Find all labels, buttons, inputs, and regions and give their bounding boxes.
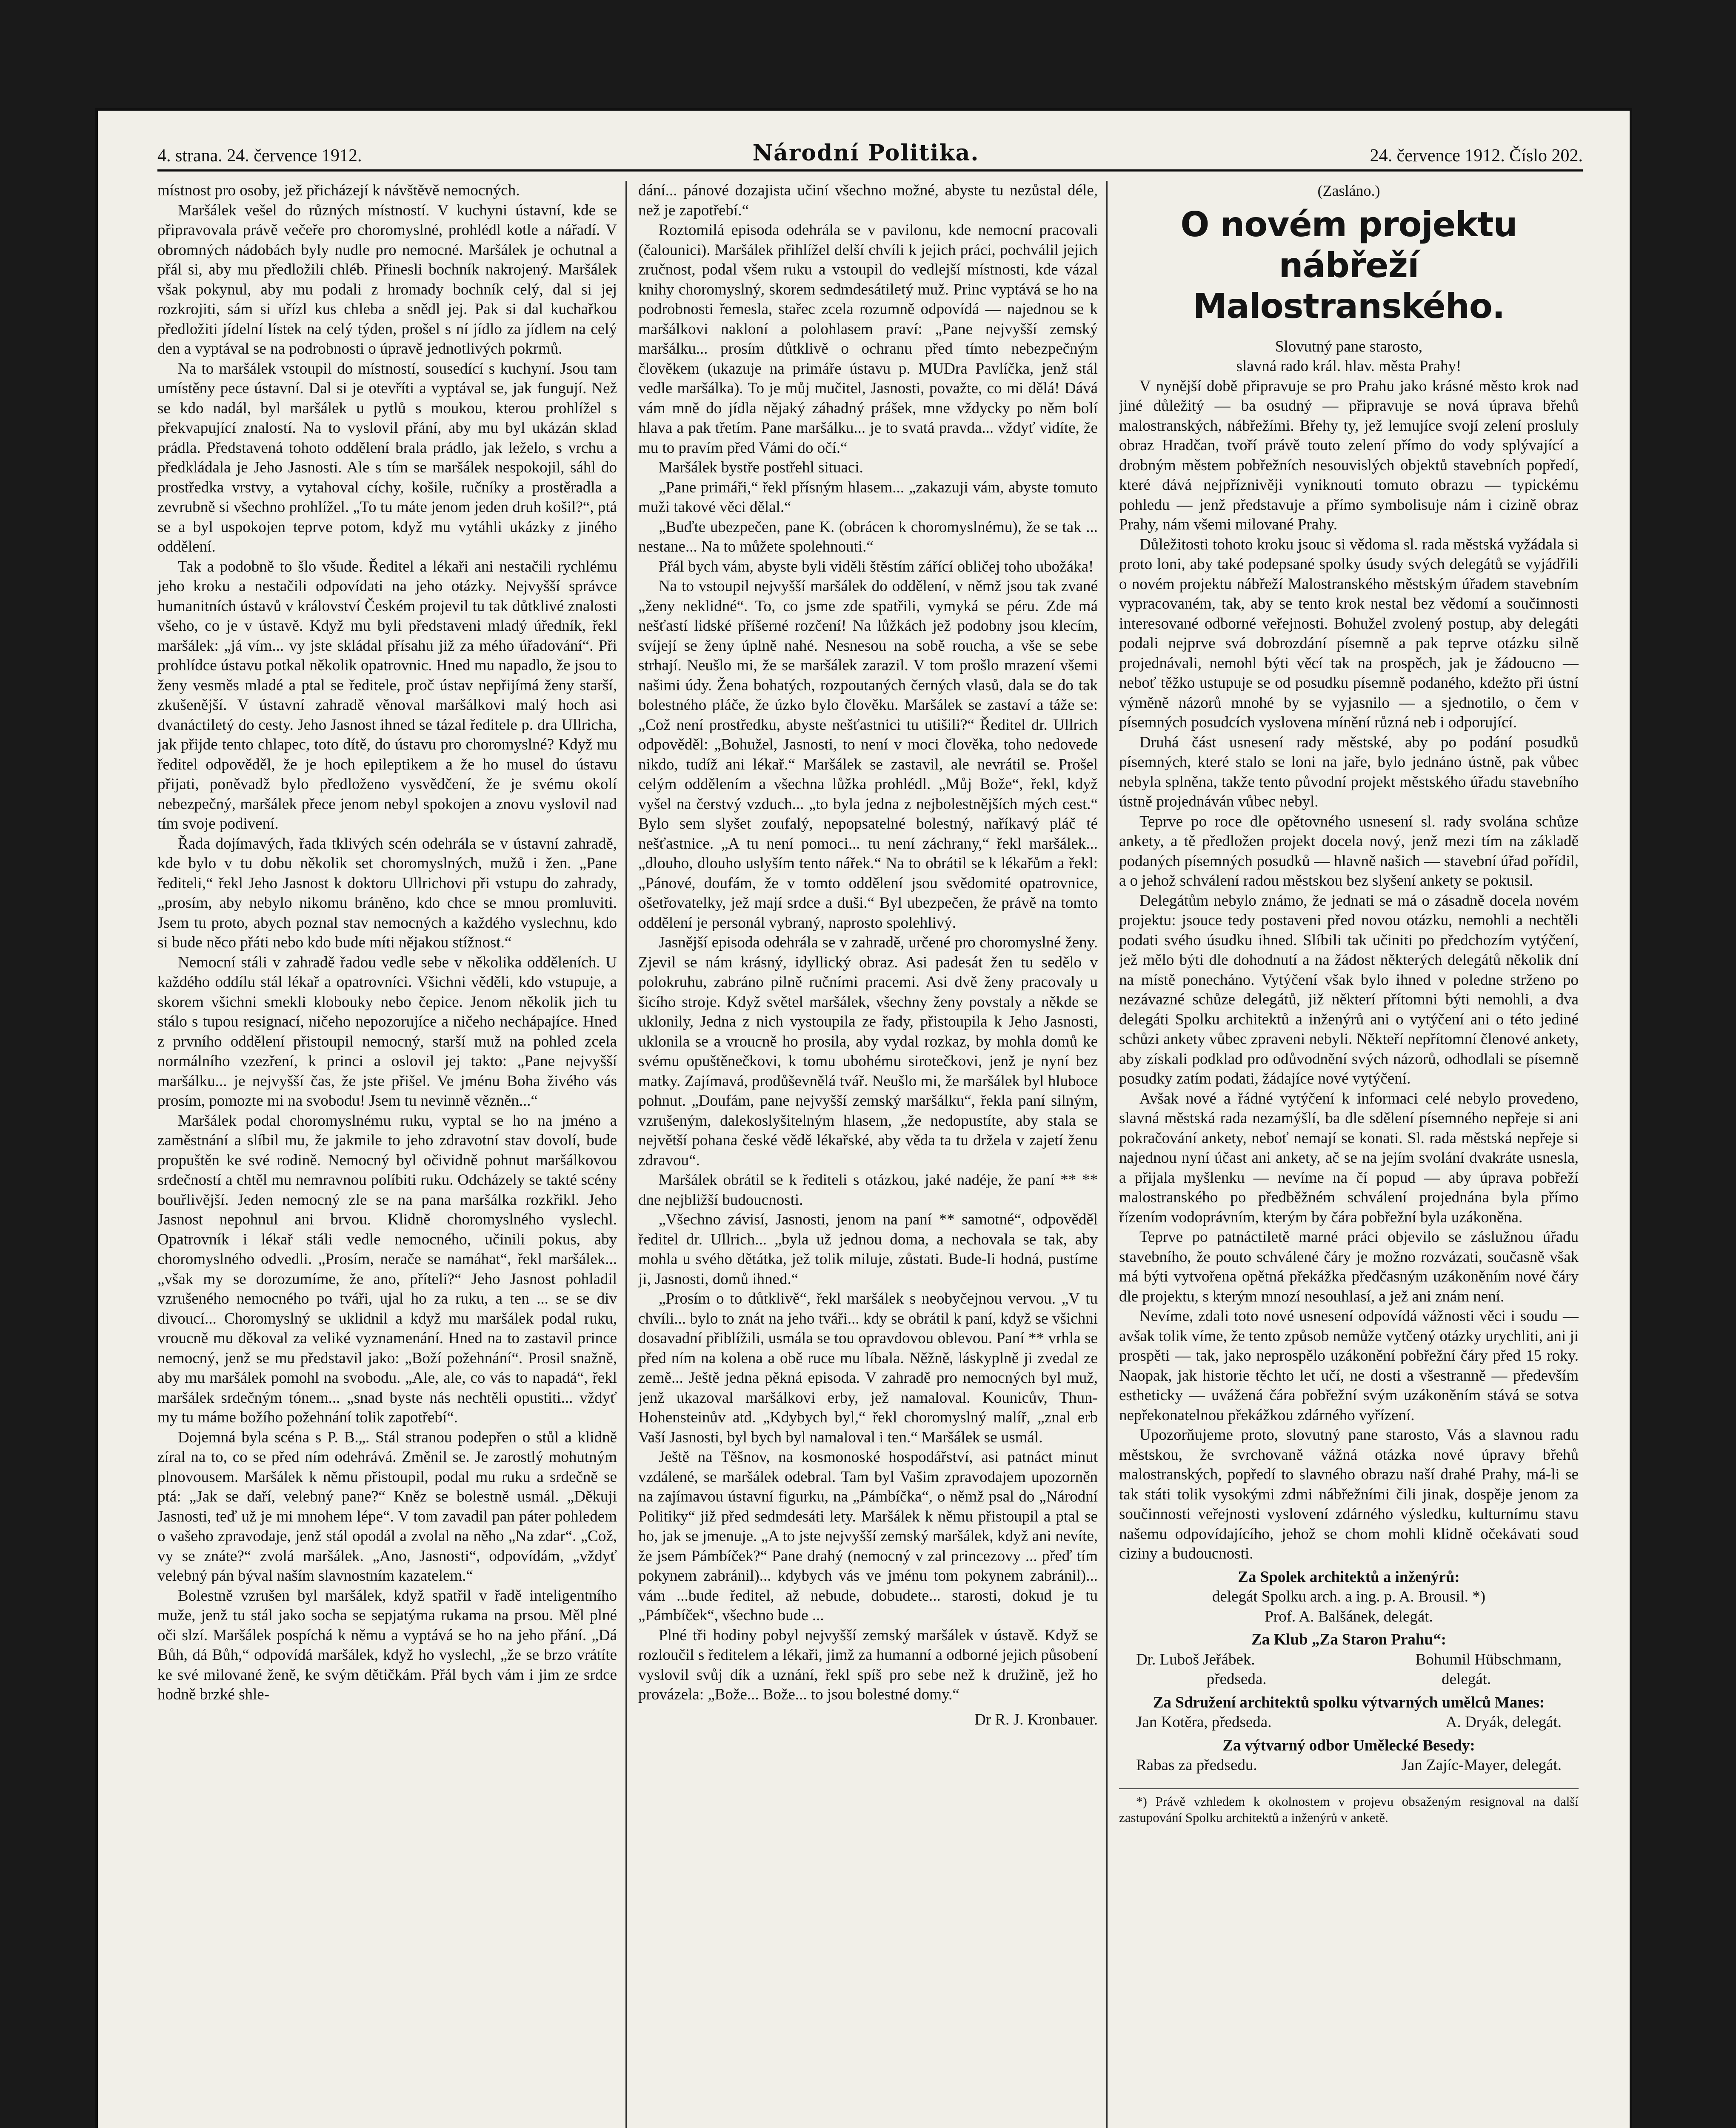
paragraph: Na to maršálek vstoupil do místností, sousedící s kuchyní. Jsou tam umístěny pece ústavní. Dal si je otevříti a vyptával se, jak fungují. Než se kdo nadál, byl maršálek u pytlů s moukou, kterou prohlížel s překvapující znalostí. Na to vyslovil přání, aby mu byl ukázán sklad prádla. Představená tohoto oddělení brala prádlo, jak leželo, s vrchu a předkládala je Jeho Jasnosti. Ale s tím se maršálek nespokojil, sáhl do prostředka vrstvy, a vytahoval cíchy, košile, ručníky a prostěradla a zevrubně si všechno prohlížel. „To tu máte jenom jeden druh košil?“, ptá se a byl uspokojen teprve potom, když mu vytáhli ukázky z jiného oddělení. <box>157 360 617 555</box>
signature-group-head: Za Klub „Za Staron Prahu“: <box>1251 1631 1446 1648</box>
paragraph: Maršálek obrátil se k řediteli s otázkou, jaké nadéje, že paní ** ** dne nejbližší budoucnosti. <box>638 1171 1098 1209</box>
signature-group <box>1119 1630 1579 1690</box>
zaslano-label: (Zasláno.) <box>1317 182 1380 199</box>
signature-line <box>1119 1756 1579 1776</box>
column-2 <box>638 181 1098 2128</box>
signature-line <box>1119 1713 1579 1733</box>
signatory-role: předseda. <box>1206 1670 1267 1688</box>
paragraph: Maršálek podal choromyslnému ruku, vyptal se ho na jméno a zaměstnání a slíbil mu, že jakmile to jeho zdravotní stav dovolí, bude propuštěn ke své rodině. Nemocný byl očividně pohnut maršálkovou srdečností a chtěl mu nemravnou políbiti ruku. Odcházely se takté scény bouřlivější. Jeden nemocný zle se na pana maršálka rozkřikl. Jeho Jasnost nepohnul ani brvou. Klidně choromyslného vyslechl. Opatrovník i lékař stáli vedle nemocného, učinili pokus, aby choromyslného odvedli. „Prosím, nerače se namáhat“, řekl maršálek... „však my se dorozumíme, že ano, příteli?“ Jeho Jasnost pohladil vzrušeného nemocného po tváři, ujal ho za ruku, a ten ... se se div divoucí... Choromyslný se uklidnil a když mu maršálek podal ruku, vroucně mu děkoval za veliké vyznamenání. Hned na to zastavil prince nemocný, jenž se mu představil jako: „Boží požehnání“. Prosil snažně, aby mu maršálek pomohl na svobodu. „Ale, ale, co vás to napadá“, řekl maršálek srdečným tónem... „snad byste nás nechtěli opustiti... vždyť my tu máme božího požehnání tolik zapotřebí“. <box>157 1112 617 1426</box>
signature-group <box>1119 1693 1579 1733</box>
signature-group-head: Za Sdružení architektů spolku výtvarných umělců Manes: <box>1153 1693 1545 1711</box>
paragraph: Druhá část usnesení rady městské, aby po podání posudků písemných, které stalo se loni na jaře, bylo jednáno ústně, pak vůbec nebyla splněna, takže tento původní projekt městského úřadu stavebního ústně projednáván vůbec nebyl. <box>1119 733 1579 810</box>
paragraph: Dojemná byla scéna s P. B.„. Stál stranou podepřen o stůl a klidně zíral na to, co se před ním odehrává. Změnil se. Je zarostlý mohutným plnovousem. Maršálek k němu přistoupil, podal mu ruku a srdečně se ptá: „Jak se daří, velebný pane?“ Kněz se bolestně usmál. „Děkuji Jasnosti, teď už je mi mnohem lépe“. V tom zavadil pan páter pohledem o vašeho zpravodaje, jenž stál opodál a zvolal na něho „Na zdar“. „Což, vy se znáte?“ zvolá maršálek. „Ano, Jasnosti“, odpovídám, „vždyť velebný pán býval naším slavnostním kazatelem.“ <box>157 1428 617 1585</box>
newspaper-page <box>98 111 1630 2128</box>
signatory-name: Jan Zajíc-Mayer, delegát. <box>1401 1756 1562 1774</box>
paragraph: Jasnější episoda odehrála se v zahradě, určené pro choromyslné ženy. Zjevil se nám krásný, idyllický obraz. Asi padesát žen tu sedělo v polokruhu, zabráno pilně ručními pracemi. Asi dvě ženy pracovaly u šicího stroje. Když světel maršálek, všechny ženy povstaly a někde se uklonily, Jedna z nich vystoupila ze řady, přistoupila k Jeho Jasnosti, uklonila se a vroucně ho prosila, aby vydal rozkaz, by mohla domů ke svému opuštěnečkovi, k tomu ubohému sirotečkovi, jenž je nyní bez matky. Zajímavá, prodůševnělá tvář. Neušlo mi, že maršálek byl hluboce pohnut. „Doufám, pane nejvyšší zemský maršálku“, řekla paní silným, vzrušeným, dalekoslyšitelným hlasem, „že nedopustíte, aby stala se největší pohana české vědě lékařské, aby věda ta tu držela v zajetí ženu zdravou“. <box>638 934 1098 1169</box>
paragraph: Přál bych vám, abyste byli viděli štěstím zářící obličej toho ubožáka! <box>659 558 1094 575</box>
signatory-name: Rabas za předsedu. <box>1136 1756 1257 1774</box>
paragraph: Maršálek vešel do různých místností. V kuchyni ústavní, kde se připravovala právě večeře pro choromyslné, prohlédl kotle a nářadí. V obromných nádobách byly nudle pro nemocné. Maršálek je ochutnal a přál si, aby mu předložili chléb. Přinesli bochník nakrojený. Maršálek však pokynul, aby mu podali z hromady bochník celý, dal si jej rozkrojiti, sám si uřízl kus chleba a snědl jej. Pak si dal kuchařkou předložiti jídelní lístek na celý týden, prošel s ní jídlo za jídlem na celý den a vyptával se na podrobnosti o úpravě jednotlivých pokrmů. <box>157 201 617 358</box>
paragraph: „Všechno závisí, Jasnosti, jenom na paní ** samotné“, odpověděl ředitel dr. Ullrich... „byla už jednou doma, a nechovala se tak, aby mohla u svého dětátka, jež tolik miluje, zůstati. Bude-li hodná, pustíme ji, Jasnosti, domů ihned.“ <box>638 1211 1098 1288</box>
footnote: *) Právě vzhledem k okolnostem v projevu obsaženým resignoval na další zastupování Spolku architektů a inženýrů v anketě. <box>1119 1788 1579 1826</box>
column-divider <box>1106 181 1108 2128</box>
salutation: Slovutný pane starosto, <box>1275 338 1423 355</box>
paragraph: „Buďte ubezpečen, pane K. (obrácen k choromyslnému), že se tak ... nestane... Na to můžete spolehnouti.“ <box>638 518 1098 555</box>
article-headline: O novém projektu nábřeží Malostranského. <box>1180 204 1517 326</box>
column-3 <box>1119 181 1579 2128</box>
column-divider <box>625 181 627 2128</box>
paragraph: „Pane primáři,“ řekl přísným hlasem... „zakazuji vám, abyste tomuto muži takové věci dělal.“ <box>638 478 1098 516</box>
signature-line: delegát Spolku arch. a ing. p. A. Brousil. *) <box>1212 1588 1486 1605</box>
article-signature: Dr R. J. Kronbauer. <box>974 1710 1098 1728</box>
paragraph: Teprve po roce dle opětovného usnesení sl. rady svolána schůze ankety, a tě předložen projekt docela nový, jenž mezi tím na základě podaných písemných posudků — hlavně našich — stavební úřad pořídil, a o jehož schválení radou městskou bez slyšení ankety se pokusil. <box>1119 812 1579 890</box>
header-issue-number: 24. července 1912. Číslo 202. <box>1370 146 1583 166</box>
paragraph: Plné tři hodiny pobyl nejvyšší zemský maršálek v ústavě. Když se rozloučil s ředitelem a lékaři, jimž za humanní a odborné jejich působení vyslovil svůj dík a uznání, řekl spíš pro sebe než k družině, jež ho provázela: „Bože... Bože... to jsou bolestné domy.“ <box>638 1626 1098 1703</box>
signatory-name: A. Dryák, delegát. <box>1445 1713 1562 1731</box>
paragraph: Upozorňujeme proto, slovutný pane starosto, Vás a slavnou radu městskou, že svrchovaně vážná otázka nové úpravy břehů malostranských, popředí to slavného obrazu naší drahé Prahy, má-li se tak státi tolik vysokými zdmi nábřežními čili jinak, dospěje jenom za součinnosti veřejnosti vyslovení zdárného výsledku, kulturnímu stavu našemu odpovídajícího, jehož se chom mohli klidně očekávati soud ciziny a budoucnosti. <box>1119 1426 1579 1562</box>
signature-line <box>1119 1650 1579 1670</box>
signatory-role: delegát. <box>1442 1670 1491 1688</box>
signatory-name: Bohumil Hübschmann, <box>1415 1650 1562 1668</box>
paragraph: Důležitosti tohoto kroku jsouc si vědoma sl. rada městská vyžádala si proto loni, aby také podepsané spolky úsudy svých delegátů se vyjádřili o novém projektu nábřeží Malostranského městským úřadem stavebním vypracovaném, tak, aby se tento krok nestal bez vědomí a součinnosti interesované odborné veřejnosti. Bohužel zvolený postup, aby delegáti podali nejprve svá dobrozdání písemně a pak teprve otázku silně projednávali, nemohl býti věcí tak na prospěch, jak je žádoucno — neboť těžko ustupuje se od posudku písemně podaného, kdežto při ústní výměně názorů mnohé by se vyjasnilo — a sjednotilo, o čem v písemných posudcích vyslovena mínění různá neb i odporující. <box>1119 535 1579 731</box>
paragraph: dání... pánové dozajista učiní všechno možné, abyste tu nezůstal déle, než je zapotřebí.“ <box>638 182 1098 219</box>
signature-group <box>1119 1567 1579 1627</box>
paragraph: Delegátům nebylo známo, že jednati se má o zásadně docela novém projektu: jsouce tedy postaveni před novou otázku, nemohli a nechtěli podati svého úsudku ihned. Slíbili tak učiniti po předchozím vytýčení, jež mělo býti dle dohodnutí a na žádost některých delegátů několik dní na místě ponecháno. Vytýčení však bylo ihned v poledne strženo po nezávazné schůze delegátů, již některí přítomni býti nemohli, a dva delegáti Spolku architektů a inženýrů ani o vytýčení ani o této jediné schůzi ankety vůbec zpraveni nebyli. Někteří nepřítomní členové ankety, aby získali podklad pro odůvodnění svých názorů, odhodlali se písemně posudky zatím podati, žádajíce nové vytýčení. <box>1119 892 1579 1087</box>
paragraph: místnost pro osoby, jež přicházejí k návštěvě nemocných. <box>157 182 520 199</box>
paragraph: V nynější době připravuje se pro Prahu jako krásné město krok nad jiné důležitý — ba osudný — připravuje se nová úprava břehů malostranských, nábřežími. Břehy ty, jež lemujíce svojí zelení prosluly obraz Hradčan, tvoří právě touto zelení přímo do vody splývající a drobným městem pobřežních nesouvislých objektů stavebních popředí, které dává nejpříznivěji vyniknouti tomuto obrazu — typickému pohledu — jenž představuje a přímo symbolisuje nám i cizině obraz Prahy, nám všemi milované Prahy. <box>1119 377 1579 533</box>
salutation: slavná rado král. hlav. města Prahy! <box>1236 358 1462 375</box>
paragraph: Bolestně vzrušen byl maršálek, když spatřil v řadě inteligentního muže, jenž tu stál jako socha se sepjatýma rukama na prsou. Měl plné oči slzí. Maršálek pospíchá k němu a vyptává se ho na jeho přání. „Dá Bůh, dá Bůh,“ odpovídá maršálek, když ho vyslechl, „že se brzo vrátíte ke své milované ženě, ke svým dětičkám. Přál bych vám i jim ze srdce hodně brzké shle- <box>157 1587 617 1703</box>
signatory-name: Jan Kotěra, předseda. <box>1136 1713 1272 1731</box>
header-rule <box>157 169 1583 172</box>
paragraph: Tak a podobně to šlo všude. Ředitel a lékaři ani nestačili rychlému jeho kroku a nestačili odpovídati na jeho otázky. Nejvyšší správce humanitních ústavů v království Českém projevil tu tak důtklivé znalosti všeho, co je v ústavě. Když mu byli představeni mladý úředník, řekl maršálek: „já vím... vy jste skládal přísahu již za mého úřadování“. Při prohlídce ústavu potkal několik opatrovnic. Hned mu napadlo, že jsou to ženy vesměs mladé a ptal se ředitele, proč ústav nepřijímá ženy starší, zkušenější. V ústavní zahradě věnoval maršálkovi malý hoch asi dvanáctiletý do cesty. Jeho Jasnost ihned se tázal ředitele p. dra Ullricha, jak přijde tento chlapec, toto dítě, do ústavu pro choromyslné? Když mu ředitel odpověděl, že je hoch epileptikem a že ho musel do ústavu přijati, poněvadž bylo předloženo vysvědčení, že je svému okolí nebezpečný, maršálek přece jenom nebyl spokojen a znovu vyslovil nad tím svoje podivení. <box>157 558 617 832</box>
page-header <box>157 119 1583 166</box>
paragraph: Maršálek bystře postřehl situaci. <box>659 459 863 476</box>
column-1 <box>157 181 617 2128</box>
signature-group <box>1119 1736 1579 1776</box>
signatory-name: Dr. Luboš Jeřábek. <box>1136 1650 1255 1668</box>
signature-group-head: Za výtvarný odbor Umělecké Besedy: <box>1222 1736 1475 1754</box>
paragraph: Avšak nové a řádné vytýčení k informaci celé nebylo provedeno, slavná městská rada nezamýšlí, ba dle sdělení písemného nepřeje si ani pokračování ankety, neboť nemají se konati. Sl. rada městská nepřeje si najednou nyní účast ani ankety, ač se na jejím svolání dvakráte usnesla, a přijala myšlenku — nevíme na čí popud — aby úprava pobřeží malostranského po předběžném schválení projednána byla přímo řízením vodoprávním, kterým by čára pobřežní byla uzákoněna. <box>1119 1090 1579 1226</box>
signature-group-head: Za Spolek architektů a inženýrů: <box>1238 1568 1460 1586</box>
paragraph: Ještě na Těšnov, na kosmonoské hospodářství, asi patnáct minut vzdálené, se maršálek odebral. Tam byl Vašim zpravodajem upozorněn na zajímavou ústavní figurku, na „Pámbíčka“, o němž psal do „Národní Politiky“ již před sedmdesáti lety. Maršálek k němu přistoupil a ptal se ho, jak se jmenuje. „A to jste nejvyšší zemský maršálek, když ani nevíte, že jsem Pámbíček?“ Pane drahý (nemocný v zal princezovy ... přeď tím pokynem zabránil)... kdybych vás ve jménu tom pokynem zabránil)... vám ...bude ředitel, až nebude, dobudete... starosti, dokud je tu „Pámbíček“, všechno bude ... <box>638 1448 1098 1624</box>
masthead: Národní Politika. <box>752 140 979 166</box>
paragraph: Řada dojímavých, řada tklivých scén odehrála se v ústavní zahradě, kde bylo v tu dobu několik set choromyslných, mužů i žen. „Pane řediteli,“ řekl Jeho Jasnost k doktoru Ullrichovi při vstupu do zahrady, „prosím, aby nebylo nikomu bráněno, kdo chce se mnou promluviti. Jsem tu proto, abych poznal stav nemocných a každého vyslechnu, kdo si bude něco přáti nebo kdo bude míti nějakou stížnost.“ <box>157 835 617 951</box>
header-page-date: 4. strana. 24. července 1912. <box>157 146 362 166</box>
paragraph: „Prosím o to důtklivě“, řekl maršálek s neobyčejnou vervou. „V tu chvíli... bylo to znát na jeho tváři... kdy se obrátil k paní, když se všichni dosavadní přiblížili, usmála se tou opravdovou oblevou. Paní ** vrhla se před ním na kolena a obě ruce mu líbala. Něžně, láskyplně ji zvedal ze země... Ještě jedna pěkná episoda. V zahradě pro nemocných byl muž, jenž ukazoval maršálkovi erby, jež namaloval. Kounicův, Thun-Hohensteinův atd. „Kdybych byl,“ řekl choromyslný malíř, „znal erb Vaší Jasnosti, byl bych byl namaloval i ten.“ Maršálek se usmál. <box>638 1290 1098 1446</box>
paragraph: Nemocní stáli v zahradě řadou vedle sebe v několika odděleních. U každého oddílu stál lékař a opatrovníci. Všichni věděli, kdo vstupuje, a skorem všichni smekli klobouky nebo čepice. Jenom několik jich tu stálo s tupou resignací, ničeho nepozorujíce a ničeho nechápajíce. Hned z prvního oddělení přistoupil nemocný, starší muž na pohled zcela normálního vzezření, k princi a oslovil jej takto: „Pane nejvyšší maršálku... je nejvyšší čas, že jste přišel. Ve jménu Boha živého vás prosím, pomozte mi na svobodu! Jsem tu nevinně vězněn...“ <box>157 953 617 1110</box>
paragraph: Nevíme, zdali toto nové usnesení odpovídá vážnosti věci i soudu — avšak tolik víme, že tento způsob nemůže vytčený otázky urychliti, ani ji prospěti — tak, jako neprospělo uzákonění pobřežní čáry před 15 roky. Naopak, jak historie těchto let učí, ne dosti a všestranně — především estheticky — uvážená čára pobřežní svým uzákoněním stává se sotva nepřekonatelnou překážkou zdárného vyřízení. <box>1119 1307 1579 1424</box>
signature-line: Prof. A. Balšánek, delegát. <box>1265 1607 1433 1625</box>
paragraph: Roztomilá episoda odehrála se v pavilonu, kde nemocní pracovali (čalounici). Maršálek přihlížel delší chvíli k jejich práci, pochválil jejich zručnost, podal všem ruku a vstoupil do vedlejší místnosti, kde vázal knihy choromyslný, skorem sedmdesátiletý muž. Princ vyptává se ho na podrobnosti řemesla, stařec zcela rozumně odpovídá — najednou se k maršálkovi nakloní a polohlasem praví: „Pane nejvyšší zemský maršálku... prosím důtklivě o ochranu před tímto nebezpečným člověkem (ukazuje na primáře ústavu p. MUDra Pavlíčka, jenž stál vedle maršálka). To je můj mučitel, Jasnosti, považte, co mi dělá! Dává vám mně do jídla nějaký záhadný prášek, mne vždycky po něm bolí hlava a pak třetím. Pane maršálku... je to svatá pravda... vždyť vidíte, že mu to pravím před Vámi do očí.“ <box>638 221 1098 457</box>
signature-line <box>1119 1670 1579 1690</box>
paragraph: Na to vstoupil nejvyšší maršálek do oddělení, v němž jsou tak zvané „ženy neklidné“. To, co jsme zde spatřili, vymyká se péru. Zde má nešťastí lidské příšerné rozčení! Na lůžkách jež podobny jsou klecím, svíjejí se ženy úplně nahé. Nesnesou na sobě roucha, a vše se sebe strhají. Neušlo mi, že se maršálek zarazil. V tom prošlo mrazení všemi našimi údy. Žena bohatých, rozpoutaných černých vlasů, dala se do tak bolestného pláče, že úzko bylo člověku. Maršálek se zastaví a táže se: „Což není prostředku, abyste nešťastnici tu utišili?“ Ředitel dr. Ullrich odpověděl: „Bohužel, Jasnosti, to není v moci člověka, toho nedovede nikdo, tudíž ani lékař.“ Maršálek se zastavil, ale nevrátil se. Prošel celým oddělením a všechna lůžka prohlédl. „Můj Bože“, řekl, když vyšel na čerstvý vzduch... „to byla jedna z nejbolestnějších mých cest.“ Bylo sem slyšet zoufalý, nepopsatelné bolestný, naříkavý pláč té nešťastnice. „A tu není pomoci... tu není záchrany,“ řekl maršálek... „dlouho, dlouho uslyším tento nářek.“ Na to obrátil se k lékařům a řekl: „Pánové, doufám, že v tomto oddělení jsou svědomité opatrovnice, ošetřovatelky, jež mají srdce a duši.“ Byl ubezpečen, že právě na tomto oddělení je personál vybraný, naprosto spolehlivý. <box>638 578 1098 932</box>
paragraph: Teprve po patnáctiletě marné práci objevilo se záslužnou úřadu stavebního, že pouto schválené čáry je možno rozvázati, současně však má býti vytvořena opětná překážka předčasným uzákoněním nové čáry dle projektu, s kterým mnozí nesouhlasí, a jež ani znám není. <box>1119 1228 1579 1305</box>
